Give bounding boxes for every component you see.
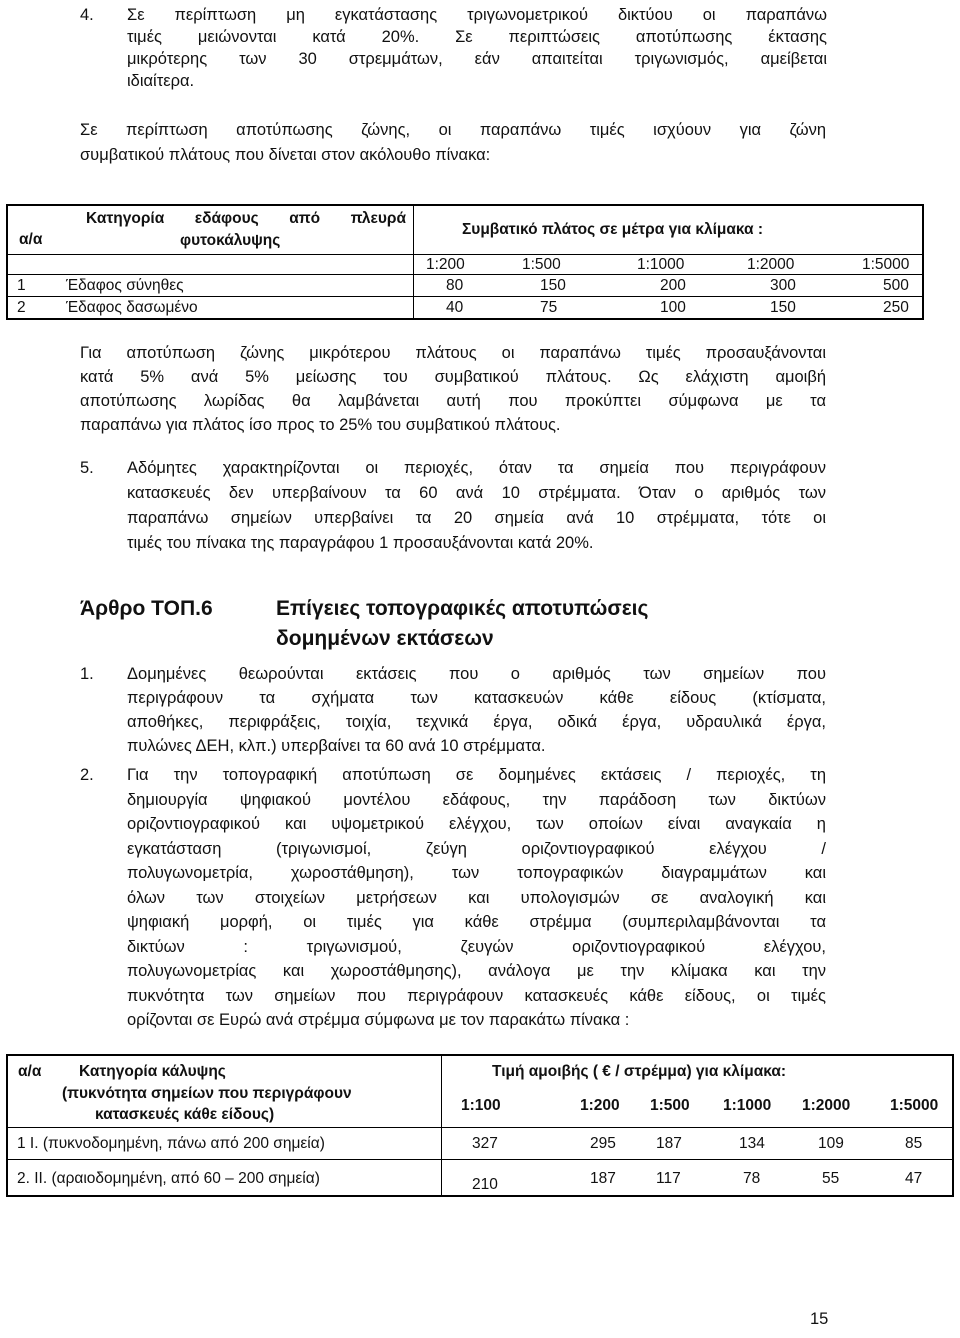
table2-scale: 1:200 [580, 1097, 620, 1114]
article-item-2-line: πολυγωνομετρίας και χωροστάθμησης), ανάλογα με την κλίμακα και την [127, 962, 826, 980]
table-rule [6, 1127, 954, 1128]
table1-value: 500 [883, 277, 909, 294]
article-item-1-line: πυλώνες ΔΕΗ, κλπ.) υπερβαίνει τα 60 ανά 10 στρέμματα. [127, 737, 546, 755]
zone-paragraph-line: κατά 5% ανά 5% μείωσης του συμβατικού πλάτους. Ως ελάχιστη αμοιβή [80, 368, 826, 386]
table2-value: 295 [590, 1135, 616, 1152]
table2-value: 187 [656, 1135, 682, 1152]
table1-scale: 1:2000 [747, 256, 795, 273]
table2-value: 78 [743, 1170, 761, 1187]
item-5-line: παραπάνω σημείων υπερβαίνει τα 20 σημεία ανά 10 στρέμματα, τότε οι [127, 509, 826, 527]
table1-scale: 1:500 [522, 256, 561, 273]
table1-value: 200 [660, 277, 686, 294]
table1-value: 150 [540, 277, 566, 294]
article-item-2-line: δικτύων : τριγωνισμού, ζευγών οριζοντιογραφικού ελέγχου, [127, 937, 826, 956]
item-4-line: ιδιαίτερα. [127, 72, 195, 90]
table-rule [441, 1054, 442, 1197]
item-4-number: 4. [80, 6, 94, 24]
article-item-2-line: ορίζονται σε Ευρώ ανά στρέμμα σύμφωνα με τον παρακάτω πίνακα : [127, 1011, 630, 1029]
article-item-2-line: Για την τοπογραφική αποτύπωση σε δομημένες εκτάσεις / περιοχές, τη [127, 766, 826, 784]
article-item-2-number: 2. [80, 766, 94, 784]
table2-header-category: κατασκευές κάθε είδους) [95, 1106, 275, 1123]
item-5-number: 5. [80, 459, 94, 477]
zone-paragraph-line: παραπάνω για πλάτος ίσο προς το 25% του συμβατικού πλάτους. [80, 416, 561, 434]
table2-scale: 1:1000 [723, 1097, 772, 1114]
item-5-line: Αδόμητες χαρακτηρίζονται οι περιοχές, όταν τα σημεία που περιγράφουν [127, 459, 826, 477]
table2-value: 117 [656, 1170, 681, 1187]
table2-header-aa: α/α [18, 1063, 42, 1080]
table2-value: 134 [739, 1135, 765, 1152]
item-4-line: τιμές μειώνονται κατά 20%. Σε περιπτώσεις αποτύπωσης έκτασης [127, 28, 827, 46]
table-rule [6, 1054, 954, 1056]
article-label: Άρθρο ΤΟΠ.6 [80, 597, 213, 620]
article-item-1-number: 1. [80, 665, 94, 683]
table2-header-category: Κατηγορία κάλυψης [79, 1063, 226, 1080]
article-item-2-line: οριζοντιογραφικού και υψομετρικού ελέγχου, των οποίων είναι αναγκαία η [127, 815, 826, 833]
table2-value: 109 [818, 1135, 844, 1152]
table1-value: 75 [540, 299, 558, 316]
table2-scale: 1:5000 [890, 1097, 939, 1114]
table1-row-category: Έδαφος σύνηθες [66, 277, 184, 294]
zone-paragraph-line: αποτύπωσης λωρίδας θα λαμβάνεται αυτή που προκύπτει σύμφωνα με τα [80, 392, 826, 410]
table1-value: 80 [446, 277, 464, 294]
table-rule [6, 1054, 8, 1197]
table1-header-aa: α/α [19, 231, 43, 248]
table2-row-category: 2. ΙΙ. (αραιοδομημένη, από 60 – 200 σημεία) [17, 1170, 320, 1187]
table1-header-category: Κατηγορία εδάφους από πλευρά [86, 210, 406, 227]
item-5-line: κατασκευές δεν υπερβαίνουν τα 60 ανά 10 στρέμματα. Όταν ο αριθμός των [127, 484, 826, 502]
table1-row-aa: 2 [17, 299, 26, 316]
table1-header-category: φυτοκάλυψης [180, 232, 281, 249]
table2-value: 210 [472, 1176, 498, 1193]
article-item-1-line: Δομημένες θεωρούνται εκτάσεις που ο αριθμός των σημείων που [127, 665, 826, 683]
article-title: Επίγειες τοπογραφικές αποτυπώσεις [276, 597, 649, 620]
article-item-2-line: όλων των στοιχείων μετρήσεων και υπολογισμών σε αναλογική και [127, 888, 826, 907]
item-4-line: Σε περίπτωση μη εγκατάστασης τριγωνομετρικού δικτύου οι παραπάνω [127, 6, 827, 24]
table2-scale: 1:2000 [802, 1097, 851, 1114]
item-4-line: μικρότερης των 30 στρεμμάτων, εάν απαιτείται τριγωνισμός, αμείβεται [127, 50, 827, 68]
table-rule [6, 1195, 954, 1197]
article-item-2-line: εγκατάσταση (τριγωνισμοί, ζεύγη οριζοντιογραφικού ελέγχου / [127, 839, 826, 858]
table1-header-width: Συμβατικό πλάτος σε μέτρα για κλίμακα : [462, 221, 764, 238]
table1-value: 100 [660, 299, 686, 316]
zone-intro-line: συμβατικού πλάτους που δίνεται στον ακόλουθο πίνακα: [80, 146, 491, 164]
article-title: δομημένων εκτάσεων [276, 627, 494, 650]
table2-value: 187 [590, 1170, 616, 1187]
table1-scale: 1:1000 [637, 256, 685, 273]
table1-value: 300 [770, 277, 796, 294]
page-number: 15 [810, 1310, 829, 1328]
article-item-2-line: ψηφιακή μορφή, οι τιμές για κάθε στρέμμα (συμπεριλαμβάνονται τα [127, 913, 826, 931]
table1-row-aa: 1 [17, 277, 26, 294]
item-5-line: τιμές του πίνακα της παραγράφου 1 προσαυξάνονται κατά 20%. [127, 534, 594, 552]
article-item-2-line: δημιουργία ψηφιακού μοντέλου εδάφους, την παράδοση των δικτύων [127, 790, 826, 809]
table-rule [952, 1054, 954, 1197]
table2-header-fee: Τιμή αμοιβής ( € / στρέμμα) για κλίμακα: [492, 1063, 787, 1080]
table-rule [6, 1159, 954, 1160]
table1-value: 250 [883, 299, 909, 316]
table2-value: 85 [905, 1135, 923, 1152]
table1-value: 150 [770, 299, 796, 316]
article-item-2-line: πυκνότητα των σημείων που περιγράφουν κατασκευές κάθε είδους, οι τιμές [127, 986, 826, 1005]
article-item-2-line: πολυγωνομετρία, χωροστάθμηση), των τοπογραφικών διαγραμμάτων και [127, 864, 826, 882]
article-item-1-line: αποθήκες, περιφράξεις, τοιχία, τεχνικά έργα, οδικά έργα, υδραυλικά έργα, [127, 713, 826, 731]
table2-value: 327 [472, 1135, 498, 1152]
table2-scale: 1:100 [461, 1097, 501, 1114]
table2-value: 55 [822, 1170, 840, 1187]
zone-intro-line: Σε περίπτωση αποτύπωσης ζώνης, οι παραπάνω τιμές ισχύουν για ζώνη [80, 121, 826, 139]
table2-row-category: 1 Ι. (πυκνοδομημένη, πάνω από 200 σημεία) [17, 1135, 325, 1152]
table1-row-category: Έδαφος δασωμένο [66, 299, 198, 316]
article-item-1-line: περιγράφουν τα σχήματα των κατασκευών κάθε είδους (κτίσματα, [127, 689, 826, 707]
table2-value: 47 [905, 1170, 923, 1187]
zone-paragraph-line: Για αποτύπωση ζώνης μικρότερου πλάτους οι παραπάνω τιμές προσαυξάνονται [80, 344, 826, 362]
table2-scale: 1:500 [650, 1097, 690, 1114]
table1-scale: 1:200 [426, 256, 465, 273]
table1-scale: 1:5000 [862, 256, 910, 273]
table2-header-category: (πυκνότητα σημείων που περιγράφουν [62, 1085, 352, 1102]
table1-value: 40 [446, 299, 464, 316]
